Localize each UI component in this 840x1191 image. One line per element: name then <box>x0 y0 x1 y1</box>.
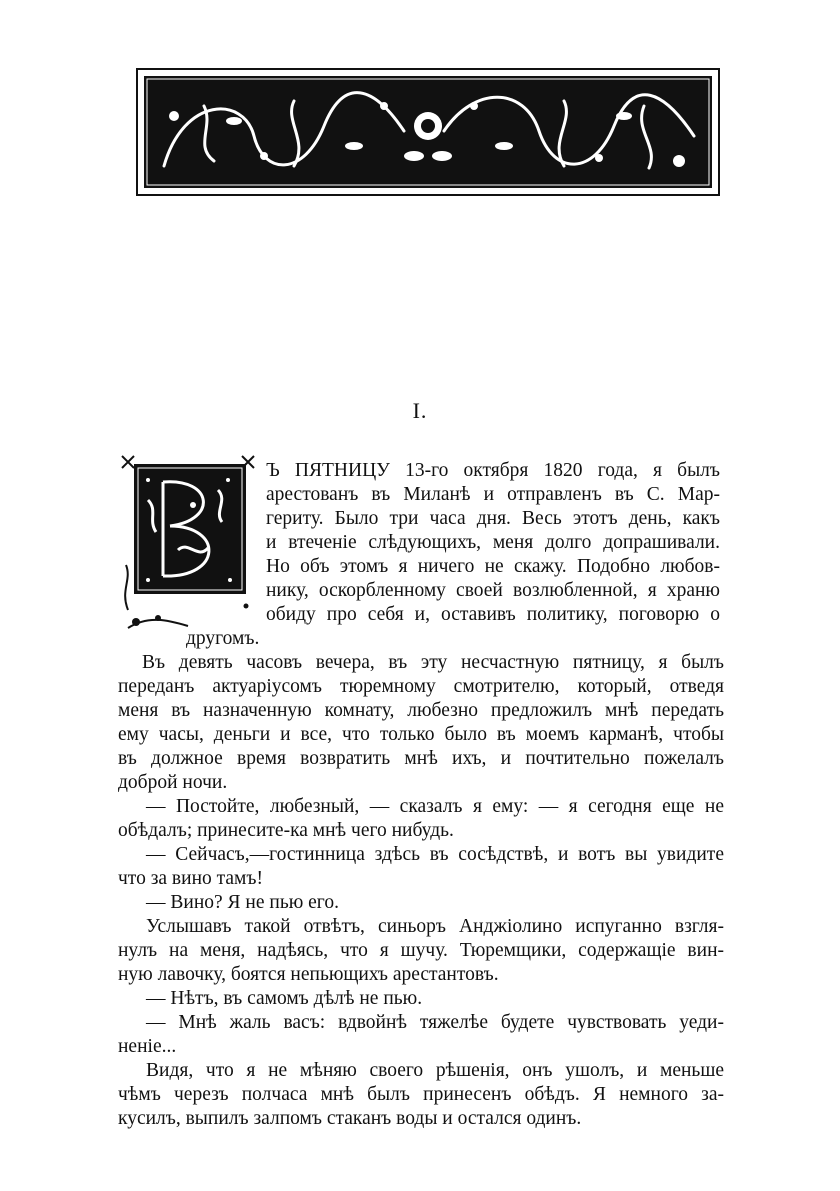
text-line: чѣмъ черезъ полчаса мнѣ былъ принесенъ обѣдъ. Я немного за- <box>118 1084 724 1105</box>
chapter-number: I. <box>412 398 428 423</box>
text-line: переданъ актуаріусомъ тюремному смотрителю, который, отведя <box>118 676 724 697</box>
initial-letter-v-ornament <box>118 450 262 640</box>
text-line: ему часы, деньги и все, что только было въ моемъ карманѣ, чтобы <box>118 724 724 745</box>
text-line: кусилъ, выпилъ залпомъ стаканъ воды и остался одинъ. <box>118 1108 582 1129</box>
text-line: неніе... <box>118 1036 177 1057</box>
text-line: гериту. Было три часа дня. Весь этотъ день, какъ <box>266 508 720 529</box>
text-line: — Постойте, любезный, — сказалъ я ему: — я сегодня еще не <box>146 796 724 817</box>
text-line: — Сейчасъ,—гостинница здѣсь въ сосѣдствѣ, и вотъ вы увидите <box>146 844 724 865</box>
text-line: нулъ на меня, надѣясь, что я шучу. Тюремщики, содержащіе вин- <box>118 940 724 961</box>
text-line: — Вино? Я не пью его. <box>146 892 339 913</box>
text-line: — Мнѣ жаль васъ: вдвойнѣ тяжелѣе будете чувствовать уеди- <box>146 1012 724 1033</box>
headpiece-ornament <box>136 68 720 196</box>
text-line: Но объ этомъ я ничего не скажу. Подобно любов- <box>266 556 720 577</box>
text-line: — Нѣтъ, въ самомъ дѣлѣ не пью. <box>146 988 423 1009</box>
text-line: ную лавочку, боятся непьющихъ арестантовъ. <box>118 964 499 985</box>
text-line: обиду про себя и, оставивъ политику, поговорю о <box>266 604 720 625</box>
floral-scroll-ornament <box>144 76 712 188</box>
text-line: арестованъ въ Миланѣ и отправленъ въ С. Мар- <box>266 484 720 505</box>
decorative-initial-letter <box>118 450 262 640</box>
text-line: Услышавъ такой отвѣтъ, синьоръ Анджіолино испуганно взгля- <box>146 916 724 937</box>
text-line: нику, оскорбленному своей возлюбленной, я храню <box>266 580 720 601</box>
text-line: что за вино тамъ! <box>118 868 263 889</box>
text-line: Ъ ПЯТНИЦУ 13-го октября 1820 года, я былъ <box>266 460 720 481</box>
text-line: меня въ назначенную комнату, любезно предложилъ мнѣ передать <box>118 700 724 721</box>
text-line: въ должное время возвратить мнѣ ихъ, и почтительно пожелалъ <box>118 748 724 769</box>
text-line: доброй ночи. <box>118 772 228 793</box>
text-line: и втеченіе слѣдующихъ, меня долго допрашивали. <box>266 532 720 553</box>
text-line: Въ девять часовъ вечера, въ эту несчастную пятницу, я былъ <box>142 652 724 673</box>
text-line: Видя, что я не мѣняю своего рѣшенія, онъ ушолъ, и меньше <box>146 1060 724 1081</box>
text-line: обѣдалъ; принесите-ка мнѣ чего нибудь. <box>118 820 454 841</box>
text-line: другомъ. <box>186 628 260 649</box>
